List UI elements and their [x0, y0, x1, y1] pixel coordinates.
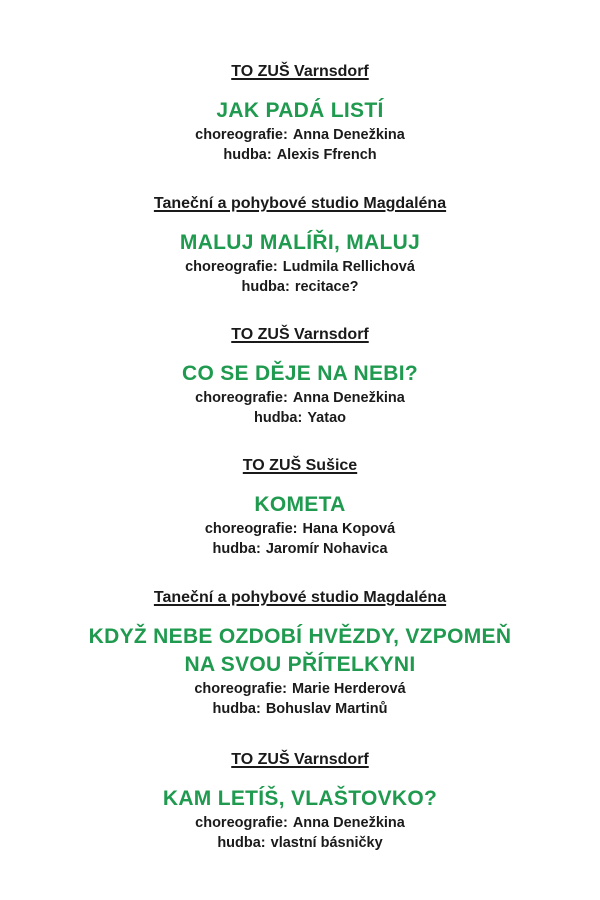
composer: vlastní básničky	[270, 835, 383, 851]
choreographer: Anna Denežkina	[292, 127, 405, 143]
piece-title-line-2: NA SVOU PŘÍTELKYNI	[184, 653, 416, 676]
choreography-label: choreografie:	[204, 521, 298, 537]
programme-entry	[0, 456, 600, 559]
ensemble-name: Taneční a pohybové studio Magdaléna	[153, 589, 447, 606]
ensemble-name: TO ZUŠ Varnsdorf	[231, 751, 369, 768]
piece-title-line-1: KDYŽ NEBE OZDOBÍ HVĚZDY, VZPOMEŇ	[88, 625, 512, 648]
choreography-credit	[0, 257, 600, 277]
music-label: hudba:	[253, 410, 303, 426]
programme-entry	[0, 62, 600, 165]
music-label: hudba:	[241, 279, 290, 295]
piece-title: KOMETA	[254, 493, 346, 516]
music-label: hudba:	[212, 701, 261, 717]
programme-entry	[0, 588, 600, 719]
choreography-label: choreografie:	[185, 259, 278, 275]
ensemble-name: TO ZUŠ Varnsdorf	[231, 326, 369, 343]
ensemble-name: TO ZUŠ Varnsdorf	[231, 63, 369, 80]
music-credit	[0, 145, 600, 165]
music-label: hudba:	[212, 541, 261, 557]
choreography-label: choreografie:	[195, 390, 288, 406]
choreographer: Anna Denežkina	[292, 390, 405, 406]
piece-title: MALUJ MALÍŘI, MALUJ	[179, 231, 421, 254]
composer: Yatao	[307, 410, 346, 426]
choreography-credit	[0, 125, 600, 145]
composer: Alexis Ffrench	[276, 147, 377, 163]
programme-entry	[0, 194, 600, 297]
choreography-credit	[0, 813, 600, 833]
piece-title: CO SE DĚJE NA NEBI?	[182, 362, 418, 385]
choreography-credit	[0, 388, 600, 408]
composer: recitace?	[294, 279, 359, 295]
music-credit	[0, 539, 600, 559]
music-credit	[0, 277, 600, 297]
choreography-label: choreografie:	[195, 815, 288, 831]
choreography-credit	[0, 679, 600, 699]
music-credit	[0, 408, 600, 428]
ensemble-name: TO ZUŠ Sušice	[242, 457, 358, 474]
choreographer: Anna Denežkina	[292, 815, 405, 831]
composer: Jaromír Nohavica	[265, 541, 388, 557]
choreography-label: choreografie:	[194, 681, 288, 697]
piece-title: JAK PADÁ LISTÍ	[216, 99, 384, 122]
programme-entry	[0, 750, 600, 853]
choreographer: Hana Kopová	[302, 521, 396, 537]
music-credit	[0, 833, 600, 853]
music-label: hudba:	[223, 147, 272, 163]
choreography-credit	[0, 519, 600, 539]
ensemble-name: Taneční a pohybové studio Magdaléna	[153, 195, 447, 212]
music-label: hudba:	[217, 835, 266, 851]
music-credit	[0, 699, 600, 719]
composer: Bohuslav Martinů	[265, 701, 388, 717]
programme-entry	[0, 325, 600, 428]
choreographer: Ludmila Rellichová	[282, 259, 415, 275]
choreographer: Marie Herderová	[292, 681, 406, 697]
piece-title: KAM LETÍŠ, VLAŠTOVKO?	[162, 787, 438, 810]
choreography-label: choreografie:	[195, 127, 288, 143]
